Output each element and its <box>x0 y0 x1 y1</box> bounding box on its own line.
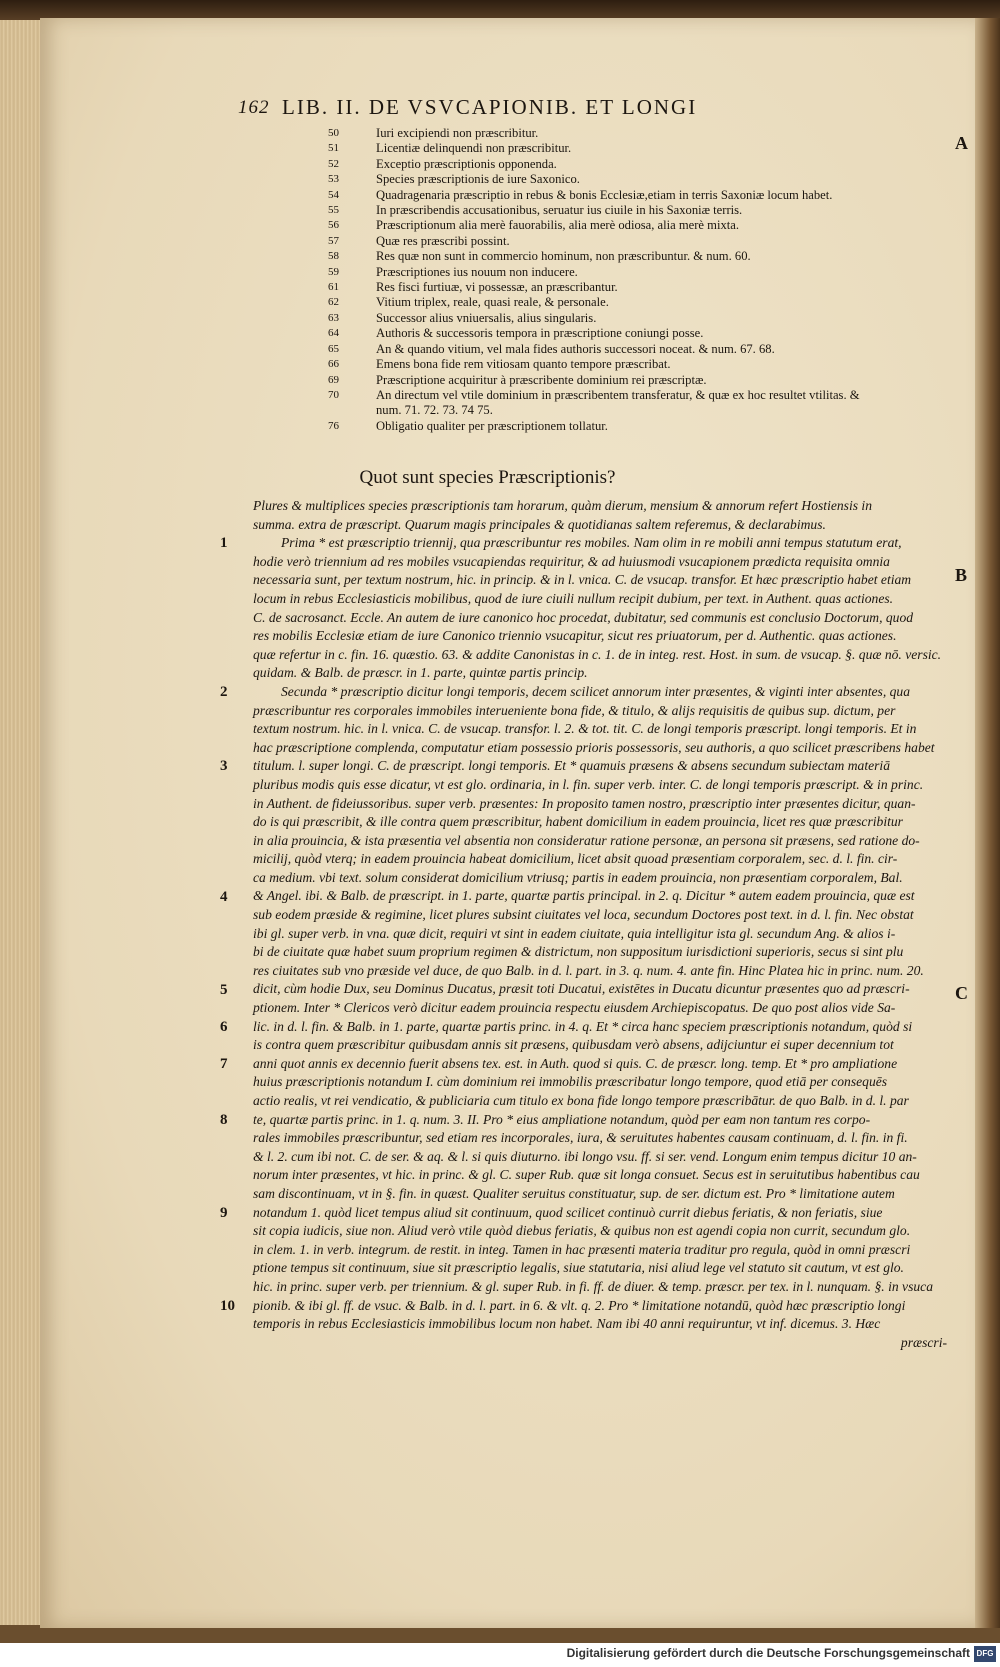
margin-line-number: 1 <box>220 535 228 552</box>
summary-item <box>328 141 978 156</box>
summary-item-text: Licentiæ delinquendi non præscribitur. <box>376 141 572 156</box>
text-line: textum nostrum. hic. in l. vnica. C. de vsucap. transfor. l. 2. & tot. tit. C. de longi temporis præscript. longi temporis. Et in <box>253 721 917 737</box>
summary-item-number: 62 <box>328 296 339 309</box>
text-line: hic. in princ. super verb. per triennium. & gl. super Rub. in fi. ff. de diuer. & temp. præscr. per tex. in l. nunquam. §. in vsuca <box>253 1278 933 1294</box>
section-heading: Quot sunt species Præscriptionis? <box>359 467 616 488</box>
summary-item-number: 57 <box>328 234 339 247</box>
text-line: lic. in d. l. fin. & Balb. in 1. parte, quartæ partis princ. in 4. q. Et * circa hanc speciem præscriptionis notandum, quòd si <box>253 1018 913 1034</box>
text-line: norum inter præsentes, vt hic. in princ. & gl. C. super Rub. quæ sit longa consuet. Secus est in seruitutibus habentibus cau <box>253 1167 920 1183</box>
summary-item-text: Res quæ non sunt in commercio hominum, non præscribuntur. & num. 60. <box>376 249 751 264</box>
summary-item <box>328 419 978 434</box>
text-line: sub eodem præside & regimine, licet plures subsint ciuitates vel loca, secundum Doctores post text. in d. l. fin. Nec obstat <box>253 907 914 923</box>
summary-item-text: Obligatio qualiter per præscriptionem tollatur. <box>376 418 608 433</box>
text-line: Secunda * præscriptio dicitur longi temporis, decem scilicet annorum inter præsentes, & viginti inter absentes, qua <box>281 683 911 699</box>
summary-item-text: In præscribendis accusationibus, seruatur ius ciuile in his Saxoniæ terris. <box>376 203 743 218</box>
summary-item-number: 65 <box>328 342 339 355</box>
summary-item-number: 70 <box>328 388 339 401</box>
margin-line-number: 6 <box>220 1018 228 1035</box>
text-line: ptione tempus sit continuum, siue sit præscriptio legalis, siue statutaria, nisi aliud lege vel statuto sit cautum, vt est glo. <box>253 1260 904 1276</box>
summary-item-text: Vitium triplex, reale, quasi reale, & personale. <box>376 295 609 310</box>
summary-item <box>328 280 978 295</box>
text-line: pluribus modis quis esse dicatur, vt est glo. ordinaria, in l. fin. super verb. inter. C. de longi temporis præscript. & in princ. <box>253 776 924 792</box>
summary-item <box>328 265 978 280</box>
text-line: rales immobiles præscribuntur, sed etiam res incorporales, iura, & seruitutes habentes causam continuam, d. l. fin. in fi. <box>253 1130 908 1146</box>
footer-bar <box>0 1643 1000 1667</box>
summary-item <box>328 357 978 372</box>
summary-item <box>328 188 978 203</box>
summary-item <box>328 126 978 141</box>
text-line: ca medium. vbi text. solum considerat domicilium vtriusq; partis in eadem prouincia, non præsentiam corporalem, Bal. <box>253 869 903 885</box>
summary-list <box>328 126 978 434</box>
margin-line-number: 3 <box>220 758 228 775</box>
summary-item-number: 50 <box>328 127 339 139</box>
text-line: Prima * est præscriptio triennij, qua præscribuntur res mobiles. Nam olim in re mobili anni tempus statutum erat, <box>281 535 902 551</box>
text-line: anni quot annis ex decennio fuerit absens tex. est. in Auth. quod si quis. C. de præscr. long. temp. Et * pro ampliatione <box>253 1055 898 1071</box>
summary-item-number: 63 <box>328 311 339 324</box>
text-line: do is qui præscribit, & ille contra quem præscribitur, habent domicilium in eadem prouincia, licet res quæ præscribitur <box>253 814 903 830</box>
margin-letter-c: C <box>955 983 968 1003</box>
summary-item <box>328 157 978 172</box>
text-line: res ciuitates sub vno præside vel duce, de quo Balb. in d. l. part. in 3. q. num. 4. ante fin. Hinc Platea hic in princ. num. 20. <box>253 962 924 978</box>
summary-item <box>328 218 978 233</box>
text-line: actio realis, vt rei vendicatio, & publiciaria cum titulo ex bona fide longo tempore præscribātur. de quo Balb. in d. l. par <box>253 1093 909 1108</box>
text-line: sam discontinuam, vt in §. fin. in quæst. Qualiter seruitus constituatur, sup. de ser. dictum est. Pro * limitatione autem <box>253 1185 895 1201</box>
summary-item-number: 64 <box>328 327 339 340</box>
summary-item <box>328 342 978 357</box>
summary-item-number: 69 <box>328 373 339 386</box>
margin-line-number: 8 <box>220 1111 228 1128</box>
text-line: hodie verò triennium ad res mobiles vsucapiendas requiritur, & ad huiusmodi vsucapionem prædicta requisita omnia <box>253 553 890 569</box>
summary-item-text: Exceptio præscriptionis opponenda. <box>376 156 557 171</box>
dfg-logo: DFG <box>974 1646 996 1662</box>
summary-item-number: 66 <box>328 358 339 371</box>
summary-item-number: 51 <box>328 142 339 155</box>
summary-item-number: 53 <box>328 173 339 186</box>
summary-item-text: Præscriptiones ius nouum non inducere. <box>376 264 578 279</box>
text-line: summa. extra de præscript. Quarum magis principales & quotidianas saltem referemus, & declarabimus. <box>253 516 826 532</box>
margin-line-number: 4 <box>220 888 228 905</box>
text-line: locum in rebus Ecclesiasticis mobilibus, quod de iure ciuili nullum recipit dubium, per text. in Authent. quas actiones. <box>253 590 894 606</box>
summary-item-number: 59 <box>328 265 339 278</box>
summary-item-text: Species præscriptionis de iure Saxonico. <box>376 172 580 187</box>
summary-item-text: An directum vel vtile dominium in præscribentem transferatur, & quæ ex hoc resultet vtilitas. & <box>376 387 860 402</box>
summary-item <box>328 326 978 341</box>
body-text <box>253 497 963 1352</box>
summary-item-number: 61 <box>328 281 339 294</box>
text-line: dicit, cùm hodie Dux, seu Dominus Ducatus, præsit toti Ducatui, existētes in Ducatu dicuntur præsentes quo ad præscri- <box>253 981 910 997</box>
text-line: is contra quem præscribitur quibusdam annis sit præsens, quibusdam verò absens, adijciuntur ei super decennium tot <box>253 1037 894 1053</box>
text-line: te, quartæ partis princ. in 1. q. num. 3. II. Pro * eius ampliatione notandum, quòd per eam non tantum res corpo- <box>253 1111 871 1127</box>
text-line: res mobilis Ecclesiæ etiam de iure Canonico triennio vsucapitur, sicut res priuatorum, per d. Authentic. quas actiones. <box>253 628 897 644</box>
text-line: necessaria sunt, per textum nostrum, hic. in princip. & in l. vnica. C. de vsucap. transfor. Et hæc præscriptio habet etiam <box>253 572 912 588</box>
text-line: in clem. 1. in verb. integrum. de restit. in integ. Tamen in hac præsenti materia traditur pro regula, quòd in omni præscri <box>253 1241 911 1257</box>
summary-item <box>328 373 978 388</box>
summary-item-number: 58 <box>328 250 339 263</box>
margin-line-number: 9 <box>220 1204 228 1221</box>
text-line: C. de sacrosanct. Eccle. An autem de iure canonico hoc procedat, dubitatur, sed communis est conclusio Doctorum, quod <box>253 609 914 625</box>
text-line: notandum 1. quòd licet tempus aliud sit continuum, quod scilicet continuò currit diebus feriatis, & non feriatis, siue <box>253 1204 883 1220</box>
text-line: & Angel. ibi. & Balb. de præscript. in 1. parte, quartæ partis principal. in 2. q. Dicitur * autem eadem prouincia, quæ est <box>253 888 915 904</box>
summary-item-text: Successor alius vniuersalis, alius singularis. <box>376 310 597 325</box>
text-line: ptionem. Inter * Clericos verò dicitur eadem prouincia respectu eiusdem Archiepiscopatus. De quo post alios vide Sa- <box>253 1000 896 1016</box>
summary-item-number: 76 <box>328 419 339 432</box>
summary-item <box>328 311 978 326</box>
text-line: bi de ciuitate quæ habet suum proprium regimen & districtum, non suppositum iurisdictioni superioris, secus si sint plu <box>253 944 904 960</box>
text-line: præscribuntur res corporales immobiles interueniente bona fide, & titulo, & alijs requisitis de quibus sup. dictum, per <box>253 702 896 718</box>
summary-item <box>328 203 978 218</box>
text-line: temporis in rebus Ecclesiasticis immobilibus locum non habet. Nam ibi 40 anni requiruntur, vt inf. dicemus. 3. Hæc <box>253 1316 881 1332</box>
summary-item-text: Res fisci furtiuæ, vi possessæ, an præscribantur. <box>376 280 618 295</box>
text-line: in Authent. de fideiussoribus. super verb. præsentes: In proposito tamen nostro, præscriptio inter præsentes dicitur, quan- <box>253 795 916 811</box>
page-number: 162 <box>238 97 270 118</box>
text-line: Plures & multiplices species præscriptionis tam horarum, quàm dierum, mensium & annorum refert Hostiensis in <box>253 498 872 513</box>
footer-credit: Digitalisierung gefördert durch die Deutsche Forschungsgemeinschaft <box>566 1646 970 1660</box>
text-line: in alia prouincia, & ista præsentia vel absentia non consideratur ratione personæ, an persona sit præsens, sed ratione do- <box>253 832 920 848</box>
text-line: quidam. & Balb. de præscr. in 1. parte, quintæ partis princip. <box>253 665 588 681</box>
margin-line-number: 10 <box>220 1297 235 1314</box>
text-line: micilij, quòd vterq; in eadem prouincia habeat domicilium, licet absit quoad præsentiam corporalem, sec. d. l. fin. cir- <box>253 851 898 867</box>
summary-item-text: Quadragenaria præscriptio in rebus & bonis Ecclesiæ,etiam in terris Saxoniæ locum habet. <box>376 187 833 202</box>
summary-item-text: Præscriptionum alia merè fauorabilis, alia merè odiosa, alia merè mixta. <box>376 218 739 233</box>
text-line: & l. 2. cum ibi not. C. de ser. & aq. & l. si quis diuturno. ibi longo vsu. ff. si ser. vend. Longum enim tempus dicitur 10 an- <box>253 1148 917 1164</box>
page-header <box>238 95 928 121</box>
summary-item-number <box>328 403 376 418</box>
text-line: pionib. & ibi gl. ff. de vsuc. & Balb. in d. l. part. in 6. & vlt. q. 2. Pro * limitatione notandū, quòd hæc præscriptio longi <box>253 1297 906 1313</box>
text-line: hac præscriptione complenda, computatur etiam possessio prioris possessoris, seu authoris, a quo scilicet præscribens habet <box>253 739 935 755</box>
summary-item <box>328 172 978 187</box>
margin-line-number: 2 <box>220 684 228 700</box>
margin-line-number: 7 <box>220 1056 228 1072</box>
summary-item-text: Præscriptione acquiritur à præscribente dominium rei præscriptæ. <box>376 372 707 387</box>
summary-item-number: 54 <box>328 188 339 201</box>
summary-item <box>328 234 978 249</box>
page-gutter <box>975 18 1000 1628</box>
summary-item-text: num. 71. 72. 73. 74 75. <box>376 403 493 418</box>
summary-item-text: Emens bona fide rem vitiosam quanto tempore præscribat. <box>376 357 671 372</box>
page-stack-edge <box>0 20 43 1625</box>
margin-letter-a: A <box>955 133 968 153</box>
text-line: huius præscriptionis notandum I. cùm dominium rei immobilis præscribatur longo tempore, quod etiā per consequēs <box>253 1074 888 1090</box>
running-title: LIB. II. DE VSVCAPIONIB. ET LONGI <box>282 95 698 119</box>
summary-item-text: Authoris & successoris tempora in præscriptione coniungi posse. <box>376 326 704 341</box>
text-line: titulum. l. super longi. C. de præscript. longi temporis. Et * quamuis præsens & absens secundum subiectam materiā <box>253 758 891 774</box>
text-line: sit copia iudicis, siue non. Aliud verò vtile quòd diebus feriatis, & quibus non est agendi copia non currit, secundum glo. <box>253 1223 911 1239</box>
text-line: præscri- <box>900 1334 947 1350</box>
summary-item-text: Quæ res præscribi possint. <box>376 233 510 248</box>
summary-item-number: 52 <box>328 157 339 170</box>
summary-item <box>328 249 978 264</box>
summary-item-number: 56 <box>328 219 339 232</box>
summary-item-number: 55 <box>328 204 339 217</box>
summary-item <box>328 403 978 418</box>
margin-line-number: 5 <box>220 981 228 998</box>
text-line: quæ refertur in c. fin. 16. quæstio. 63. & addite Canonistas in c. 1. de in integ. rest. Host. in sum. de vsucap. §. quæ nō. versic. <box>253 646 942 662</box>
margin-letter-b: B <box>955 565 968 585</box>
summary-item <box>328 388 978 403</box>
summary-item-text: An & quando vitium, vel mala fides authoris successori noceat. & num. 67. 68. <box>376 341 775 356</box>
summary-item-text: Iuri excipiendi non præscribitur. <box>376 126 539 140</box>
text-line: ibi gl. super verb. in vna. quæ dicit, requiri vt sint in eadem ciuitate, quia intelligitur ista gl. secundum Ang. & alios i- <box>253 925 896 941</box>
summary-item <box>328 295 978 310</box>
